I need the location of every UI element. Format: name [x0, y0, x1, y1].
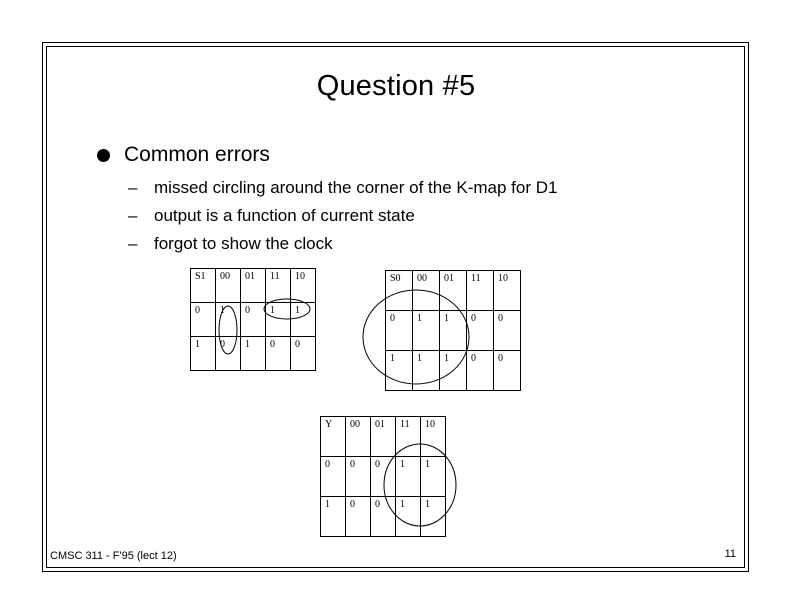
sub-item-1	[128, 177, 557, 199]
kmap-cell: 0	[467, 351, 494, 391]
kmap-cell: S0	[386, 271, 413, 311]
kmap-cell: 01	[440, 271, 467, 311]
dash-icon: –	[128, 206, 138, 225]
kmap-cell: 1	[440, 351, 467, 391]
kmap-cell: 1	[421, 497, 446, 537]
kmap-cell: 0	[216, 337, 241, 371]
kmap-cell: 0	[346, 457, 371, 497]
kmap-row	[191, 303, 316, 337]
kmap-cell: 0	[386, 311, 413, 351]
sub-item-text: missed circling around the corner of the K-map for D1	[154, 178, 558, 197]
kmap-cell: 0	[321, 457, 346, 497]
slide-title: Question #5	[316, 70, 476, 102]
kmap-cell: 10	[494, 271, 521, 311]
kmap-cell: 0	[291, 337, 316, 371]
kmap-header-row	[321, 417, 446, 457]
kmap-row	[386, 351, 521, 391]
kmap-cell: 1	[396, 457, 421, 497]
kmap-cell: 0	[494, 351, 521, 391]
sub-item-2	[128, 205, 415, 227]
kmap-cell: 1	[386, 351, 413, 391]
kmap-cell: 00	[413, 271, 440, 311]
kmap-cell: 00	[346, 417, 371, 457]
kmap-cell: 1	[266, 303, 291, 337]
kmap-header-row	[191, 269, 316, 303]
kmap-cell: 10	[291, 269, 316, 303]
kmap-cell: 0	[371, 497, 396, 537]
kmap-row	[191, 337, 316, 371]
kmap-cell: 0	[241, 303, 266, 337]
kmap-cell: 1	[241, 337, 266, 371]
kmap-cell: 1	[216, 303, 241, 337]
page-number: 11	[724, 548, 736, 560]
kmap-cell: 0	[266, 337, 291, 371]
kmap-cell: 1	[396, 497, 421, 537]
kmap-s0	[385, 270, 521, 391]
kmap-header-row	[386, 271, 521, 311]
kmap-cell: 11	[396, 417, 421, 457]
bullet-dot-icon	[97, 149, 110, 162]
kmap-cell: 11	[266, 269, 291, 303]
kmap-cell: 1	[413, 311, 440, 351]
sub-item-text: forgot to show the clock	[154, 234, 333, 253]
kmap-cell: 1	[321, 497, 346, 537]
kmap-cell: 10	[421, 417, 446, 457]
bullet-text: Common errors	[124, 143, 270, 166]
kmap-cell: 1	[421, 457, 446, 497]
dash-icon: –	[128, 234, 138, 253]
sub-item-3	[128, 233, 333, 255]
kmap-cell: 01	[371, 417, 396, 457]
kmap-cell: 00	[216, 269, 241, 303]
kmap-s1	[190, 268, 316, 371]
kmap-cell: 1	[291, 303, 316, 337]
kmap-cell: 0	[494, 311, 521, 351]
dash-icon: –	[128, 178, 138, 197]
kmap-y	[320, 416, 446, 537]
kmap-row	[321, 457, 446, 497]
kmap-cell: 0	[346, 497, 371, 537]
kmap-cell: 0	[467, 311, 494, 351]
kmap-cell: 0	[191, 303, 216, 337]
kmap-cell: 1	[440, 311, 467, 351]
kmap-row	[386, 311, 521, 351]
kmap-cell: Y	[321, 417, 346, 457]
kmap-row	[321, 497, 446, 537]
bullet-item	[97, 142, 270, 168]
kmap-cell: 11	[467, 271, 494, 311]
kmap-cell: 0	[371, 457, 396, 497]
footer-course: CMSC 311 - F'95 (lect 12)	[50, 550, 177, 562]
kmap-cell: S1	[191, 269, 216, 303]
kmap-cell: 1	[413, 351, 440, 391]
sub-item-text: output is a function of current state	[154, 206, 415, 225]
kmap-cell: 01	[241, 269, 266, 303]
kmap-cell: 1	[191, 337, 216, 371]
